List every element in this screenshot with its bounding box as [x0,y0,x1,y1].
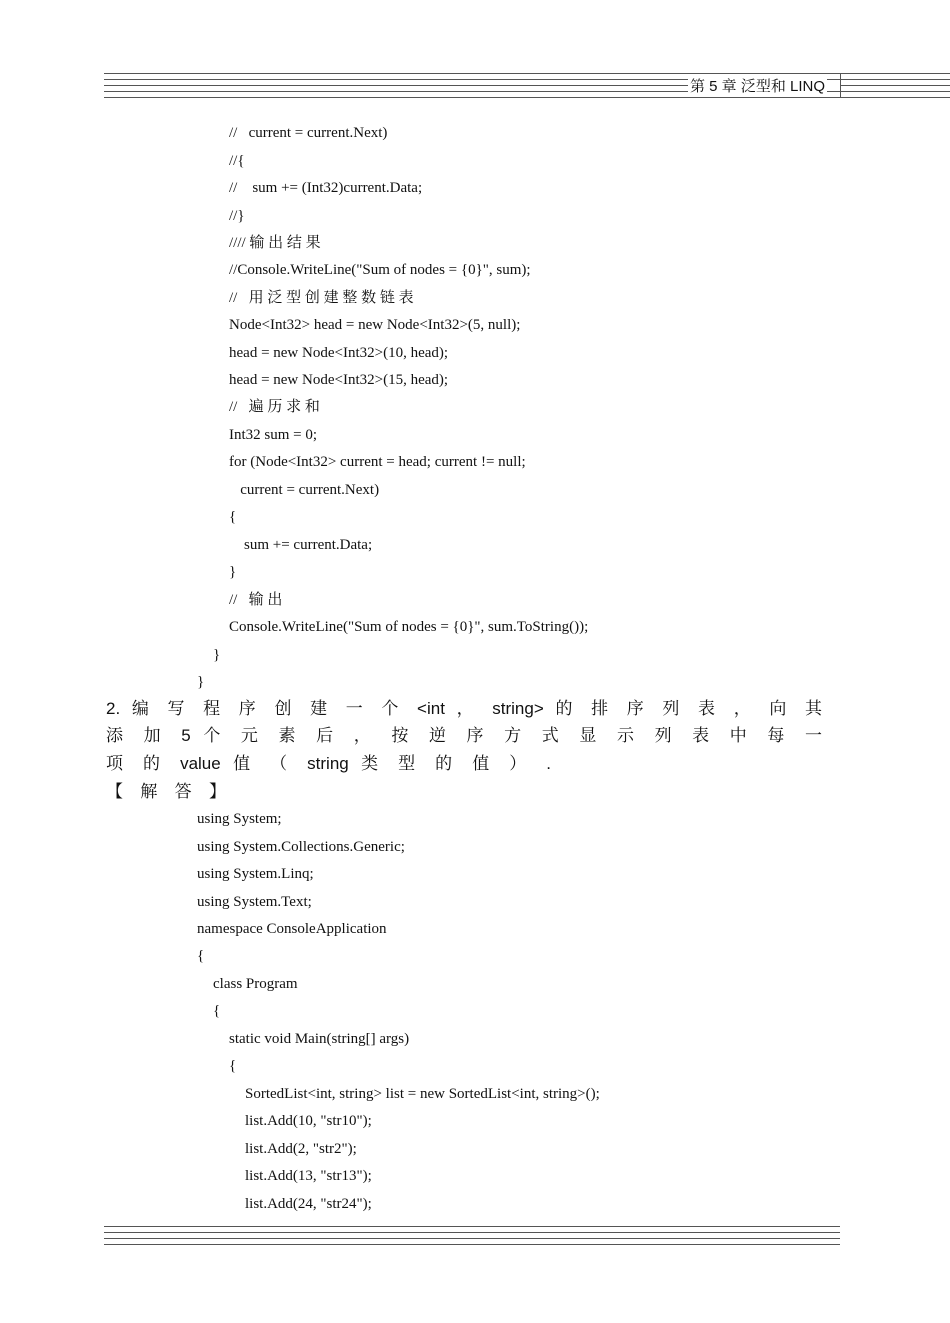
code-line: } [213,647,221,663]
header-rule-2 [104,85,688,86]
code-line: list.Add(24, "str24"); [245,1196,372,1212]
code-line: sum += current.Data; [229,537,373,553]
header-divider [840,73,841,97]
code-line: } [229,564,237,580]
header-rule-top [104,73,950,74]
code-line: { [213,1003,221,1019]
footer-rule-2 [104,1232,840,1233]
header-rule-2-right [840,85,950,86]
code-line: using System; [197,811,282,827]
code-line: namespace ConsoleApplication [197,921,387,937]
code-comment: //// 输 出 结 果 [229,235,321,251]
code-line: // sum += (Int32)current.Data; [229,180,423,196]
code-comment: // 输 出 [229,592,283,608]
code-line: Int32 sum = 0; [229,427,318,443]
code-line: Console.WriteLine("Sum of nodes = {0}", sum.ToString()); [229,619,589,635]
code-line: list.Add(10, "str10"); [245,1113,372,1129]
code-line: head = new Node<Int32>(10, head); [229,345,449,361]
code-line: { [229,1058,237,1074]
code-line: class Program [213,976,298,992]
code-line: { [229,509,237,525]
code-line: using System.Text; [197,894,312,910]
question-line: 添 加 5 个 元 素 后 ， 按 逆 序 方 式 显 示 列 表 中 每 一 [106,726,822,745]
question-line: 项 的 value 值 （ string 类 型 的 值 ） . [106,754,551,773]
footer-rule-1 [104,1226,840,1227]
header-rule-bottom [104,97,950,98]
code-line: head = new Node<Int32>(15, head); [229,372,449,388]
code-line: for (Node<Int32> current = head; current != null; [229,454,526,470]
code-line: current = current.Next) [229,482,380,498]
code-line: } [197,674,205,690]
code-line: static void Main(string[] args) [229,1031,410,1047]
answer-label: 【 解 答 】 [106,782,226,801]
code-line: { [197,948,205,964]
question-line: 2. 编 写 程 序 创 建 一 个 <int ， string> 的 排 序 列 表 ， 向 其 [106,699,822,718]
code-line: list.Add(2, "str2"); [245,1141,357,1157]
code-line: //} [229,208,245,224]
footer-rule-3 [104,1238,840,1239]
code-line: Node<Int32> head = new Node<Int32>(5, null); [229,317,521,333]
code-line: //Console.WriteLine("Sum of nodes = {0}", sum); [229,262,531,278]
code-line: // current = current.Next) [229,125,388,141]
code-line: using System.Collections.Generic; [197,839,405,855]
code-line: //{ [229,153,245,169]
code-line: SortedList<int, string> list = new SortedList<int, string>(); [245,1086,600,1102]
code-line: using System.Linq; [197,866,314,882]
code-comment: // 用 泛 型 创 建 整 数 链 表 [229,290,414,306]
code-comment: // 遍 历 求 和 [229,399,320,415]
footer-rule-4 [104,1244,840,1245]
chapter-title: 第 5 章 泛型和 LINQ [688,75,827,96]
code-line: list.Add(13, "str13"); [245,1168,372,1184]
